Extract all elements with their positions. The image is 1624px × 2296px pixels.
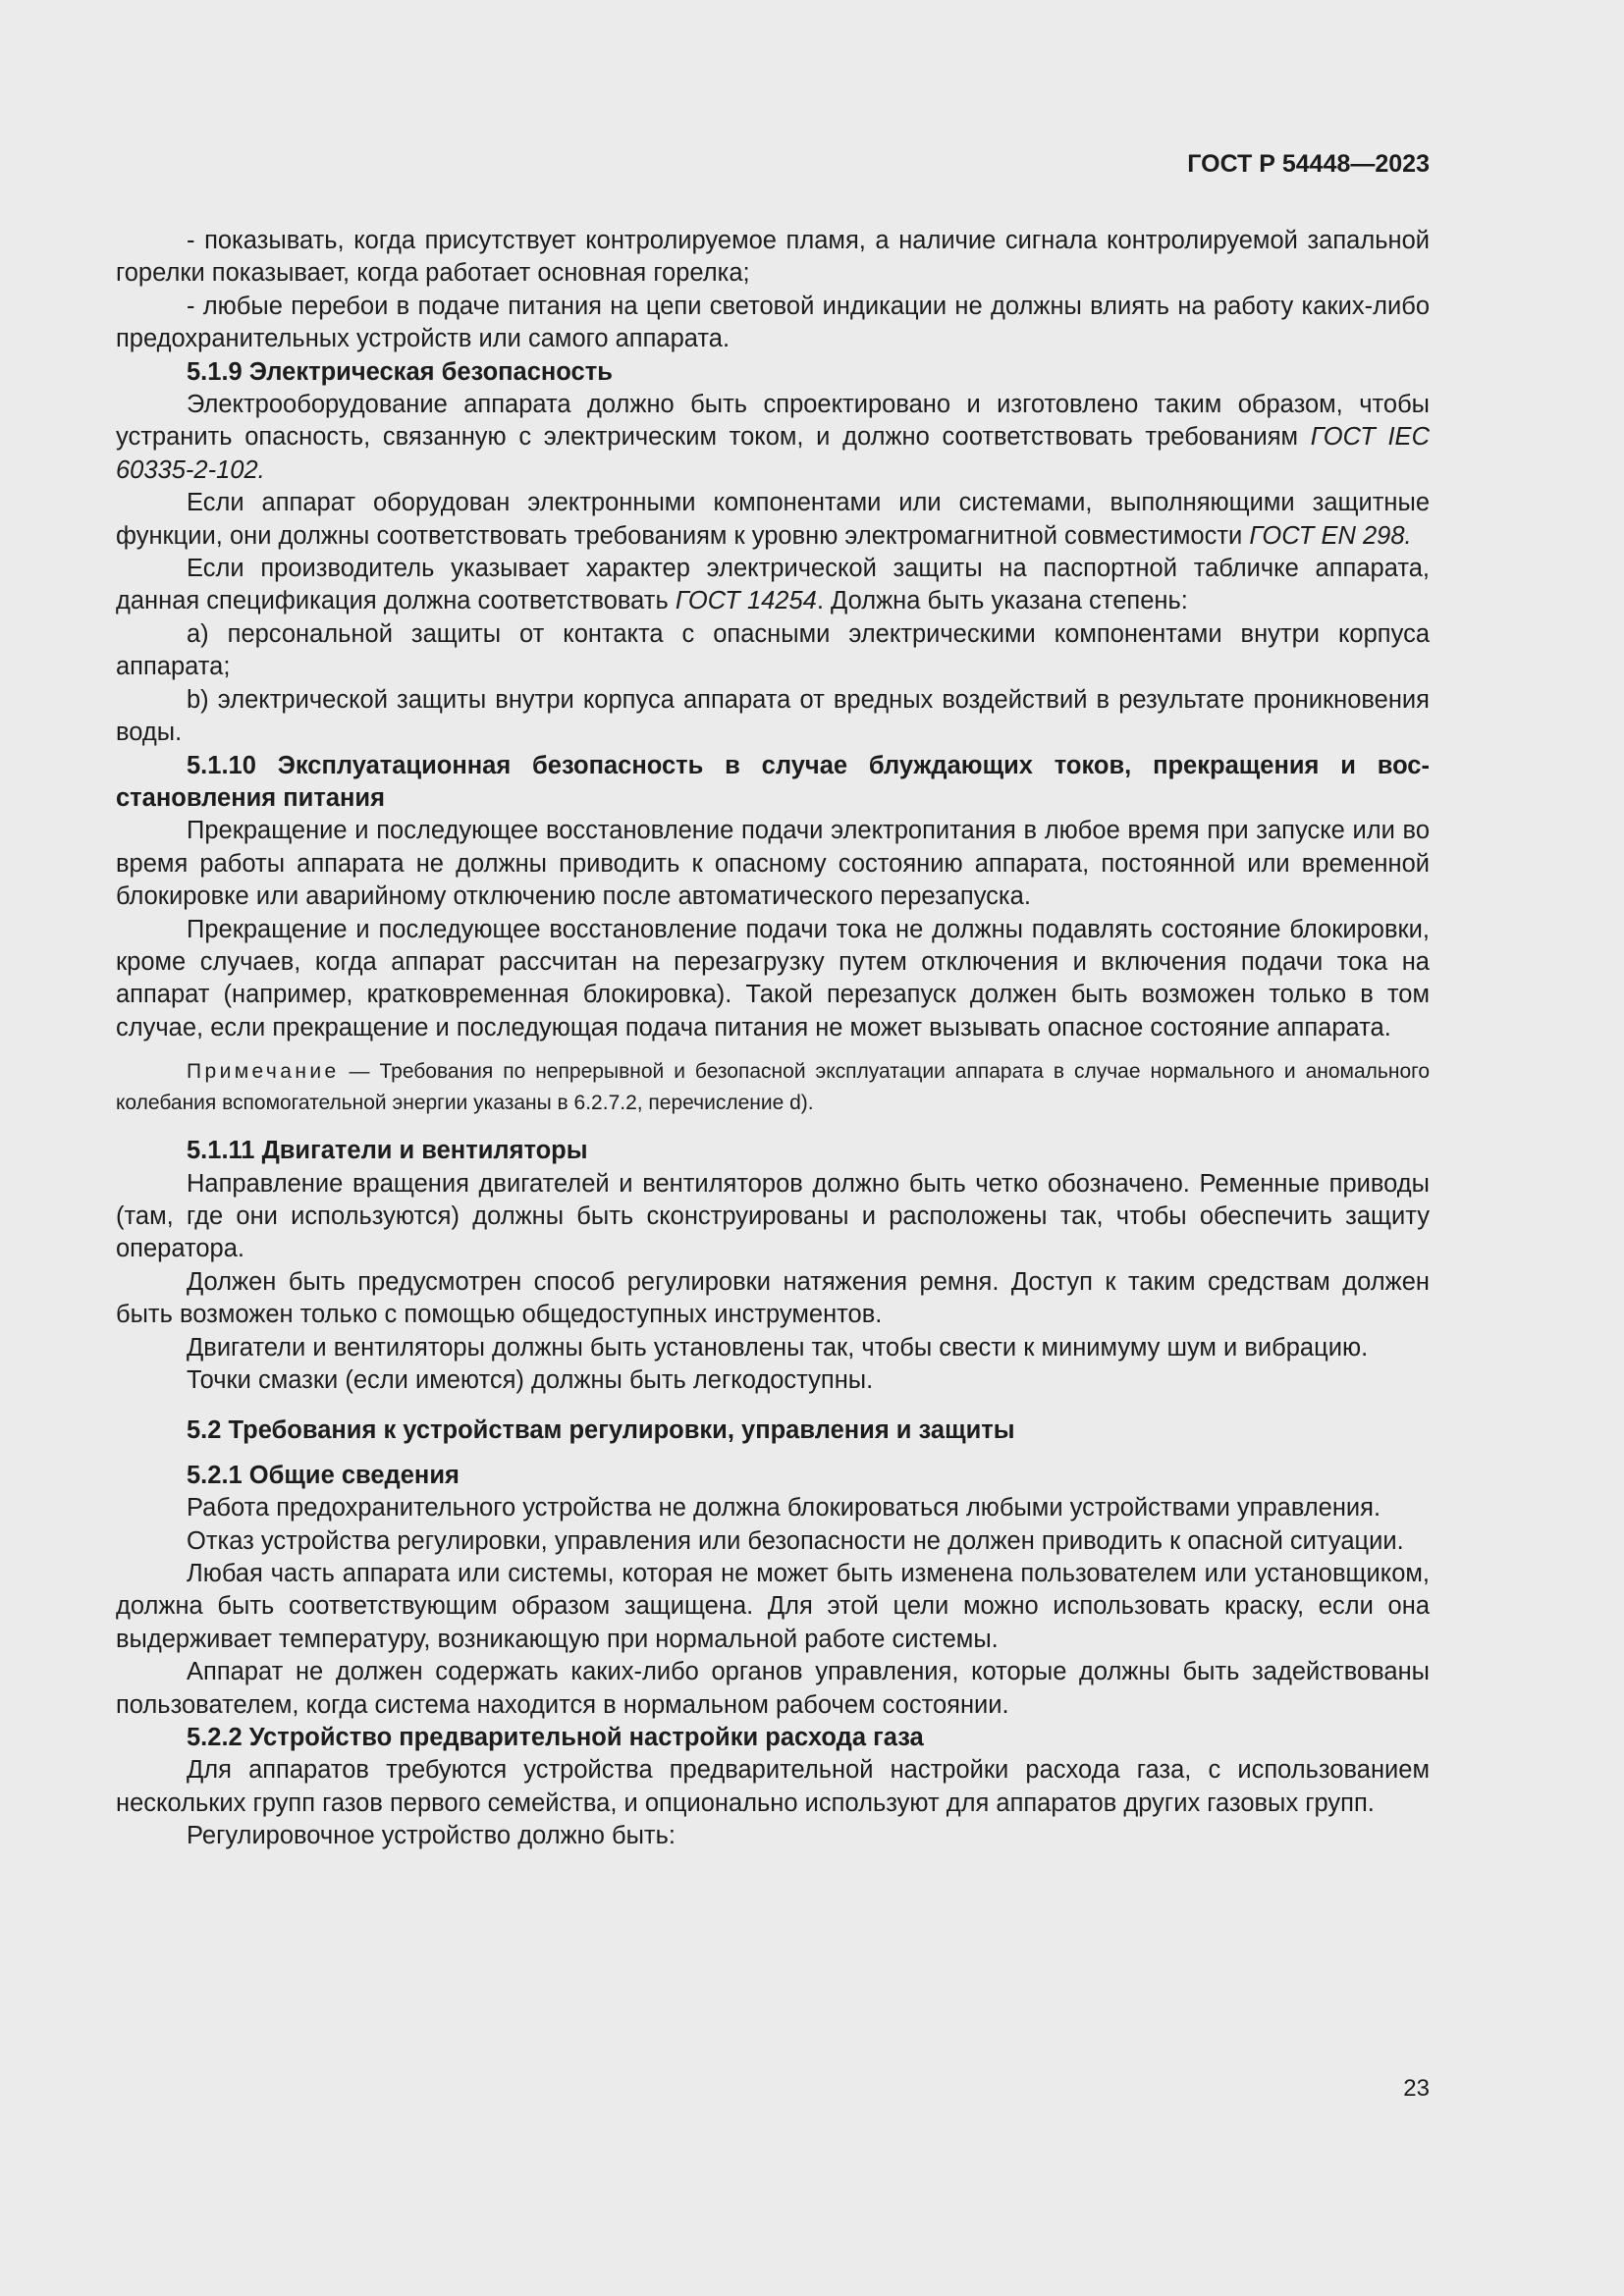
- paragraph: Направление вращения двигателей и вентиляторов должно быть четко обозначено. Ременные приводы (там, где они используются) должны быть сконструированы и расположены так, чтобы обеспечить защиту оператора.: [116, 1169, 1430, 1263]
- section-heading-5-1-11: 5.1.11 Двигатели и вентиляторы: [187, 1137, 588, 1165]
- paragraph: Отказ устройства регулировки, управления или безопасности не должен приводить к опасной ситуации.: [187, 1526, 1404, 1555]
- paragraph: Точки смазки (если имеются) должны быть легкодоступны.: [187, 1366, 874, 1394]
- text-span: Если производитель указывает характер электрической защиты на паспортной табличке аппарата, данная спецификация должна соответствовать: [116, 555, 1430, 615]
- paragraph: Аппарат не должен содержать каких-либо органов управления, которые должны быть задействованы пользователем, когда система находится в нормальном рабочем состоянии.: [116, 1658, 1430, 1719]
- document-body: [116, 225, 1430, 1853]
- paragraph: [116, 389, 1430, 487]
- paragraph: Должен быть предусмотрен способ регулировки натяжения ремня. Доступ к таким средствам должен быть возможен только с помощью общедоступных инструментов.: [116, 1267, 1430, 1329]
- list-item: a) персональной защиты от контакта с опасными электрическими компонентами внутри корпуса аппарата;: [116, 619, 1430, 681]
- page-number: 23: [1403, 2075, 1430, 2102]
- text-span: Электрооборудование аппарата должно быть спроектировано и изготовлено таким образом, чтобы устранить опасность, связанную с электрическим током, и должно соответствовать требованиям: [116, 391, 1430, 452]
- section-heading-5-2-1: 5.2.1 Общие сведения: [187, 1461, 460, 1489]
- note: [116, 1056, 1430, 1119]
- list-item: b) электрической защиты внутри корпуса аппарата от вредных воздействий в результате проникновения воды.: [116, 685, 1430, 747]
- paragraph: Регулировочное устройство должно быть:: [187, 1822, 676, 1850]
- note-text: — Требования по непрерывной и безопасной эксплуатации аппарата в случае нормального и аномального колебания вспомогательной энергии указаны в 6.2.7.2, перечисление d).: [116, 1060, 1430, 1115]
- paragraph: Прекращение и последующее восстановление подачи электропитания в любое время при запуске или во время работы аппарата не должны приводить к опасному состоянию аппарата, постоянной или временной блокировке или аварийному отключению после автоматического перезапуска.: [116, 817, 1430, 911]
- note-label: Примечание: [187, 1060, 340, 1084]
- paragraph: Двигатели и вентиляторы должны быть установлены так, чтобы свести к минимуму шум и вибрацию.: [187, 1333, 1369, 1362]
- paragraph: Любая часть аппарата или системы, которая не может быть изменена пользователем или установщиком, должна быть соответствующим образом защищена. Для этой цели можно использовать краску, если она выдерживает температуру, возникающую при нормальной работе системы.: [116, 1560, 1430, 1653]
- paragraph: Работа предохранительного устройства не должна блокироваться любыми устройствами управления.: [187, 1494, 1381, 1522]
- paragraph: - показывать, когда присутствует контролируемое пламя, а наличие сигнала контролируемой запальной горелки показывает, когда работает основная горелка;: [116, 227, 1430, 288]
- paragraph: Для аппаратов требуются устройства предварительной настройки расхода газа, с использованием нескольких групп газов первого семейства, и опционально используют для аппаратов других газовых групп.: [116, 1756, 1430, 1817]
- standard-reference: ГОСТ IEC 60335-2-102.: [116, 423, 1430, 484]
- text-span: . Должна быть указана степень:: [816, 587, 1188, 615]
- section-heading-5-1-9: 5.1.9 Электрическая безопасность: [187, 357, 613, 386]
- document-header: ГОСТ Р 54448—2023: [1187, 150, 1430, 178]
- standard-reference: ГОСТ 14254: [675, 587, 817, 615]
- text-span: Если аппарат оборудован электронными компонентами или системами, выполняющими защитные функции, они должны соответствовать требованиям к уровню электромагнитной совместимости: [116, 489, 1430, 550]
- paragraph: Прекращение и последующее восстановление подачи тока не должны подавлять состояние блокировки, кроме случаев, когда аппарат рассчитан на перезагрузку путем отключения и включения подачи тока на аппарат (например, кратковременная блокировка). Такой перезапуск должен быть возможен только в том случае, если прекращение и последующая подача питания не может вызывать опасное состояние аппарата.: [116, 915, 1430, 1041]
- paragraph: [116, 553, 1430, 618]
- paragraph: - любые перебои в подаче питания на цепи световой индикации не должны влиять на работу каких-либо предохранительных устройств или самого аппарата.: [116, 292, 1430, 353]
- section-heading-5-1-10: 5.1.10 Эксплуатационная безопасность в случае блуждающих токов, прекращения и восстановления питания: [116, 751, 1430, 812]
- section-heading-5-2-2: 5.2.2 Устройство предварительной настройки расхода газа: [187, 1724, 924, 1752]
- standard-reference: ГОСТ EN 298.: [1249, 521, 1412, 550]
- section-heading-5-2: 5.2 Требования к устройствам регулировки, управления и защиты: [187, 1416, 1015, 1445]
- paragraph: [116, 487, 1430, 553]
